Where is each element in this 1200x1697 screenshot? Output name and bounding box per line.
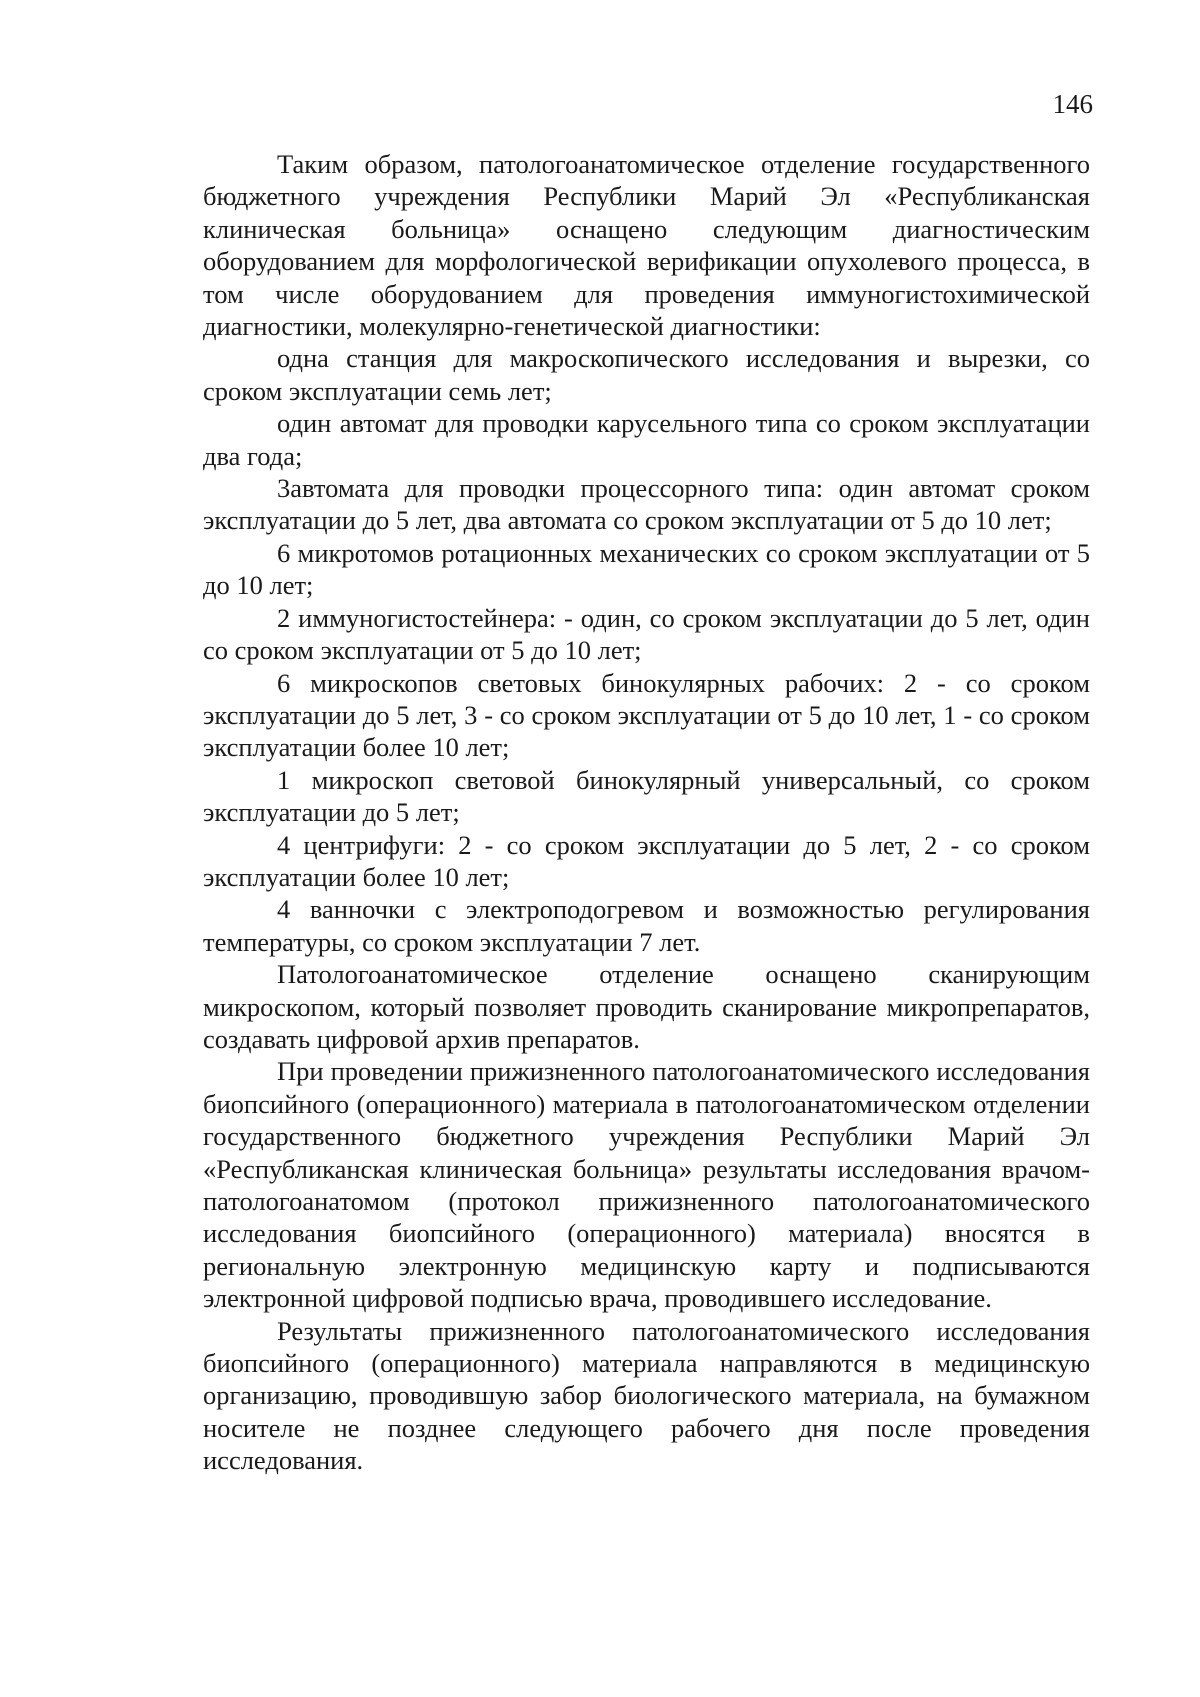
list-item-microtomes: 6 микротомов ротационных механических со сроком эксплуатации от 5 до 10 лет; <box>203 537 1090 601</box>
paragraph-electronic-record: При проведении прижизненного патологоанатомического исследования биопсийного (операционного) материала в патологоанатомическом отделении государственного бюджетного учреждения Республики Марий Эл «Республиканская клиническая больница» результаты исследования врачом-патологоанатомом (протокол прижизненного патологоанатомического исследования биопсийного (операционного) материала) вносятся в региональную электронную медицинскую карту и подписываются электронной цифровой подписью врача, проводившего исследование. <box>203 1056 1090 1314</box>
list-item-centrifuges: 4 центрифуги: 2 - со сроком эксплуатации до 5 лет, 2 - со сроком эксплуатации более 10 лет; <box>203 829 1090 892</box>
paragraph-intro: Таким образом, патологоанатомическое отделение государственного бюджетного учреждения Республики Марий Эл «Республиканская клиническая больница» оснащено следующим диагностическим оборудованием для морфологической верификации опухолевого процесса, в том числе оборудованием для проведения иммуногистохимической диагностики, молекулярно-генетической диагностики: <box>203 149 1090 342</box>
list-item-working-microscopes: 6 микроскопов световых бинокулярных рабочих: 2 - со сроком эксплуатации до 5 лет, 3 - со сроком эксплуатации от 5 до 10 лет, 1 - со сроком эксплуатации более 10 лет; <box>203 667 1090 763</box>
list-item-universal-microscope: 1 микроскоп световой бинокулярный универсальный, со сроком эксплуатации до 5 лет; <box>203 764 1090 828</box>
list-item-immunostainers: 2 иммуногистостейнера: - один, со сроком эксплуатации до 5 лет, один со сроком эксплуатации от 5 до 10 лет; <box>203 602 1090 666</box>
document-body <box>203 148 1090 1477</box>
paragraph-scanning-microscope: Патологоанатомическое отделение оснащено сканирующим микроскопом, который позволяет проводить сканирование микропрепаратов, создавать цифровой архив препаратов. <box>203 959 1090 1054</box>
list-item-processor-automats: 3автомата для проводки процессорного типа: один автомат сроком эксплуатации до 5 лет, два автомата со сроком эксплуатации от 5 до 10 лет; <box>203 473 1090 536</box>
list-item-water-baths: 4 ванночки с электроподогревом и возможностью регулирования температуры, со сроком эксплуатации 7 лет. <box>203 894 1090 957</box>
paragraph-results-delivery: Результаты прижизненного патологоанатомического исследования биопсийного (операционного) материала направляются в медицинскую организацию, проводившую забор биологического материала, на бумажном носителе не позднее следующего рабочего дня после проведения исследования. <box>203 1315 1090 1476</box>
list-item-carousel-processor: один автомат для проводки карусельного типа со сроком эксплуатации два года; <box>203 408 1090 471</box>
list-item-macroscopy-station: одна станция для макроскопического исследования и вырезки, со сроком эксплуатации семь лет; <box>203 343 1090 406</box>
page-number: 146 <box>1052 89 1093 119</box>
